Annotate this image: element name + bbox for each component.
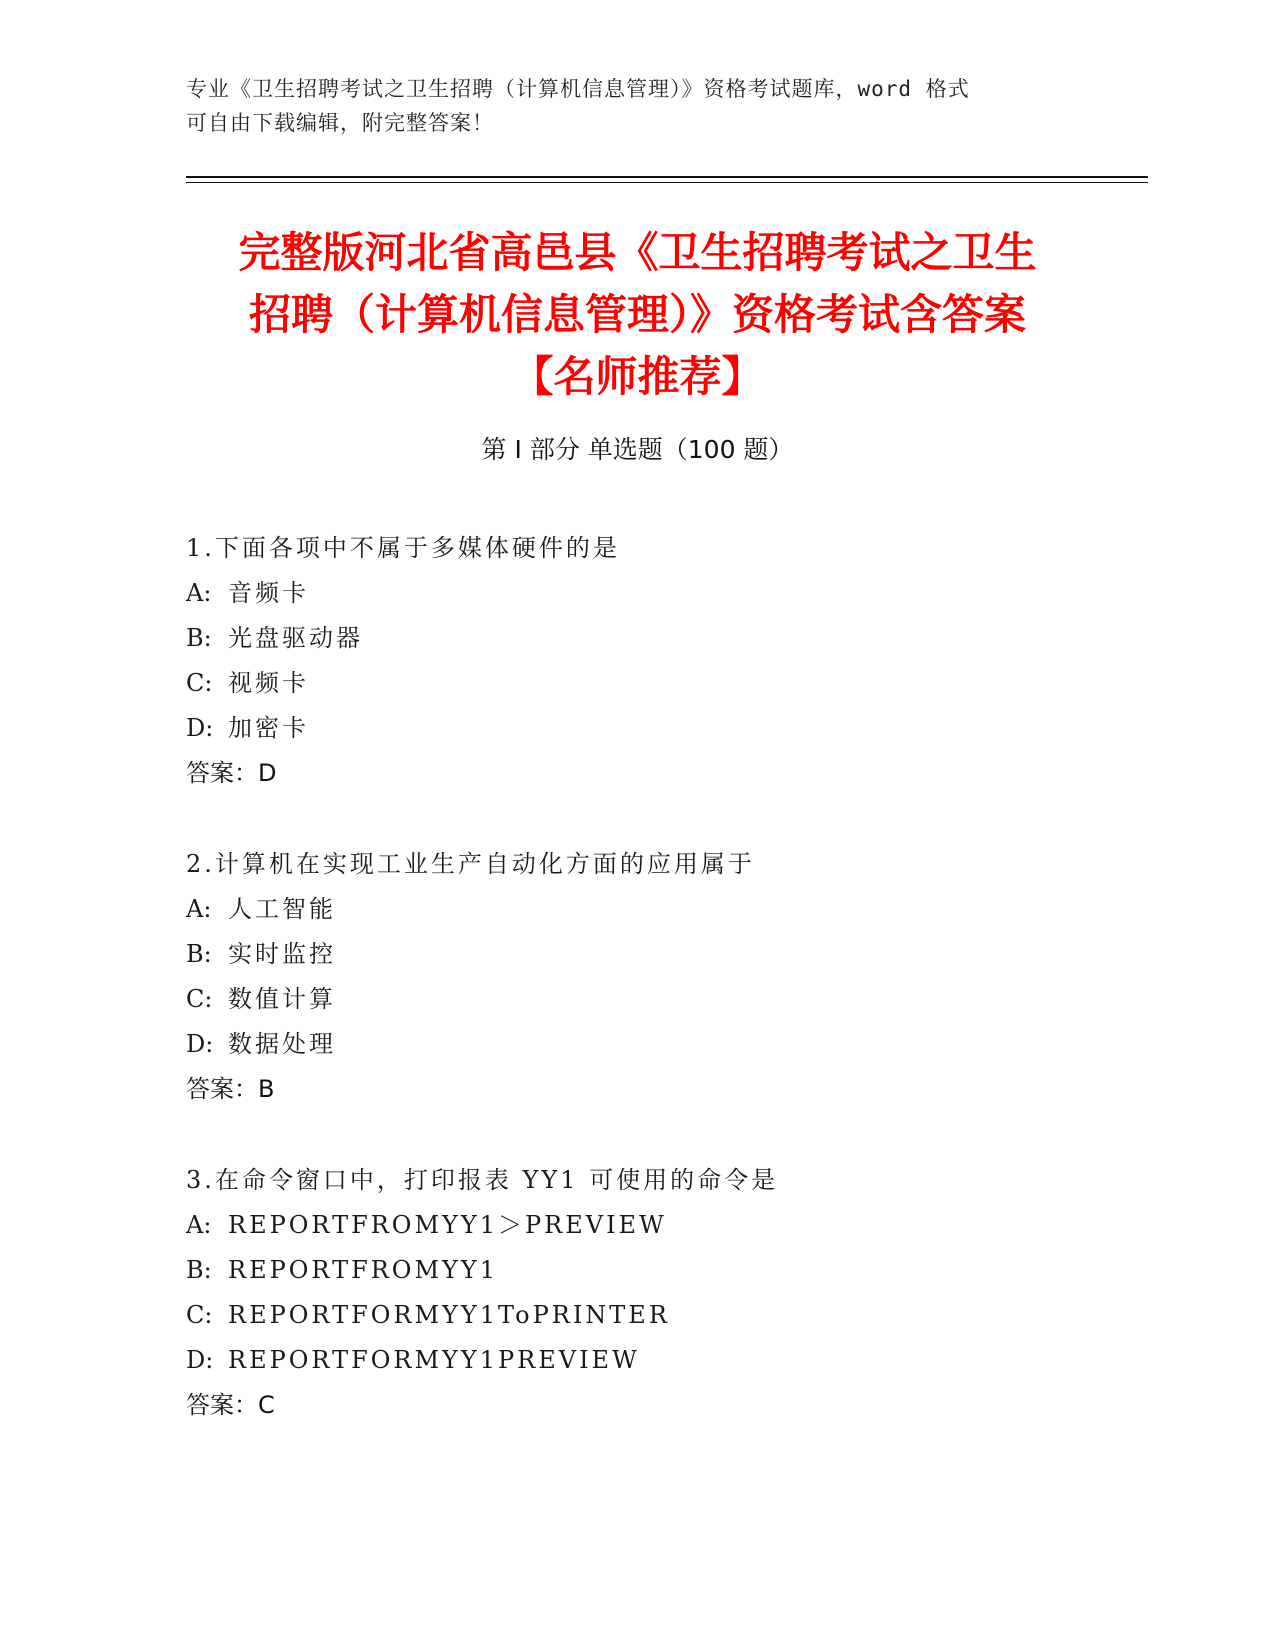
option-text: 人工智能 <box>228 895 336 923</box>
option-text: 视频卡 <box>228 669 309 697</box>
question-1 <box>186 526 1146 796</box>
option-letter: B: <box>186 624 212 652</box>
option-a <box>186 571 1146 616</box>
option-text: REPORTFROMYY1＞PREVIEW <box>228 1211 667 1239</box>
header-note-line-1: 专业《卫生招聘考试之卫生招聘（计算机信息管理）》资格考试题库，word 格式 <box>186 77 970 101</box>
option-d <box>186 1022 1146 1067</box>
option-c <box>186 1293 1146 1338</box>
option-letter: C: <box>186 669 213 697</box>
option-text: REPORTFROMYY1 <box>228 1256 498 1284</box>
option-b <box>186 616 1146 661</box>
document-title <box>150 222 1125 408</box>
option-c <box>186 977 1146 1022</box>
option-text: 数据处理 <box>228 1030 336 1058</box>
question-stem: 2.计算机在实现工业生产自动化方面的应用属于 <box>186 850 755 878</box>
section-title: 第 I 部分 单选题（100 题） <box>481 435 794 464</box>
document-title-line-3: 【名师推荐】 <box>511 352 764 401</box>
option-a <box>186 1203 1146 1248</box>
header-note <box>186 72 1066 140</box>
question-stem: 1.下面各项中不属于多媒体硬件的是 <box>186 534 620 562</box>
option-text: REPORTFORMYY1PREVIEW <box>228 1346 640 1374</box>
option-letter: C: <box>186 1301 213 1329</box>
option-d <box>186 706 1146 751</box>
question-3 <box>186 1158 1146 1428</box>
option-b <box>186 932 1146 977</box>
option-letter: B: <box>186 1256 212 1284</box>
option-text: 光盘驱动器 <box>228 624 363 652</box>
option-letter: D: <box>186 1346 214 1374</box>
option-letter: A: <box>186 895 212 923</box>
option-text: 实时监控 <box>228 940 336 968</box>
option-letter: C: <box>186 985 213 1013</box>
header-divider-thin <box>186 182 1148 183</box>
option-b <box>186 1248 1146 1293</box>
option-text: 音频卡 <box>228 579 309 607</box>
answer-line: 答案：B <box>186 1075 275 1103</box>
option-letter: D: <box>186 1030 214 1058</box>
option-letter: B: <box>186 940 212 968</box>
answer-line: 答案：C <box>186 1391 275 1419</box>
option-text: 数值计算 <box>228 985 336 1013</box>
option-letter: A: <box>186 579 212 607</box>
document-title-line-2: 招聘（计算机信息管理）》资格考试含答案 <box>248 290 1026 339</box>
option-c <box>186 661 1146 706</box>
document-title-line-1: 完整版河北省高邑县《卫生招聘考试之卫生 <box>238 228 1037 277</box>
answer-line: 答案：D <box>186 759 277 787</box>
header-divider-thick <box>186 176 1148 178</box>
option-letter: A: <box>186 1211 212 1239</box>
question-list <box>186 526 1146 1474</box>
option-text: 加密卡 <box>228 714 309 742</box>
option-letter: D: <box>186 714 214 742</box>
option-text: REPORTFORMYY1ToPRINTER <box>228 1301 670 1329</box>
question-stem: 3.在命令窗口中，打印报表 YY1 可使用的命令是 <box>186 1166 779 1194</box>
option-d <box>186 1338 1146 1383</box>
question-2 <box>186 842 1146 1112</box>
option-a <box>186 887 1146 932</box>
header-note-line-2: 可自由下载编辑，附完整答案！ <box>186 111 494 135</box>
